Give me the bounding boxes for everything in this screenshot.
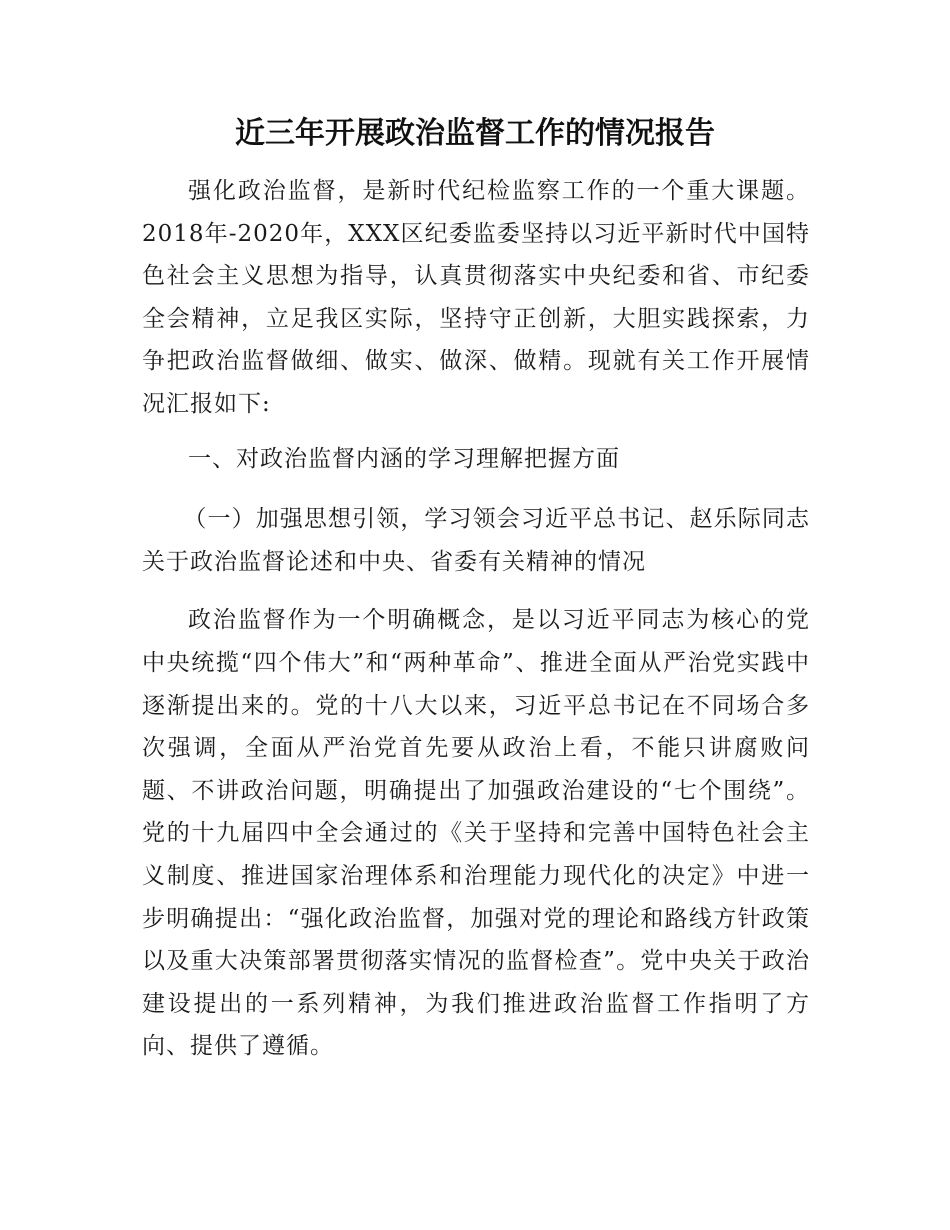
intro-paragraph: 强化政治监督，是新时代纪检监察工作的一个重大课题。2018年-2020年，XXX区纪委监委坚持以习近平新时代中国特色社会主义思想为指导，认真贯彻落实中央纪委和省、市纪委全会精神，立足我区实际，坚持守正创新，大胆实践探索，力争把政治监督做细、做实、做深、做精。现就有关工作开展情况汇报如下: [142,178,810,417]
body-paragraph: 政治监督作为一个明确概念，是以习近平同志为核心的党中央统揽“四个伟大”和“两种革命”、推进全面从严治党实践中逐渐提出来的。党的十八大以来，习近平总书记在不同场合多次强调，全面从严治党首先要从政治上看，不能只讲腐败问题、不讲政治问题，明确提出了加强政治建设的“七个围绕”。党的十九届四中全会通过的《关于坚持和完善中国特色社会主义制度、推进国家治理体系和治理能力现代化的决定》中进一步明确提出：“强化政治监督，加强对党的理论和路线方针政策以及重大决策部署贯彻落实情况的监督检查”。党中央关于政治建设提出的一系列精神，为我们推进政治监督工作指明了方向、提供了遵循。 [142,607,810,1060]
section-heading-1: 一、对政治监督内涵的学习理解把握方面 [188,445,620,472]
document-title: 近三年开展政治监督工作的情况报告 [235,116,715,151]
document-body [142,170,810,1068]
subsection-heading-1: （一）加强思想引领，学习领会习近平总书记、赵乐际同志关于政治监督论述和中央、省委有关精神的情况 [142,506,810,575]
